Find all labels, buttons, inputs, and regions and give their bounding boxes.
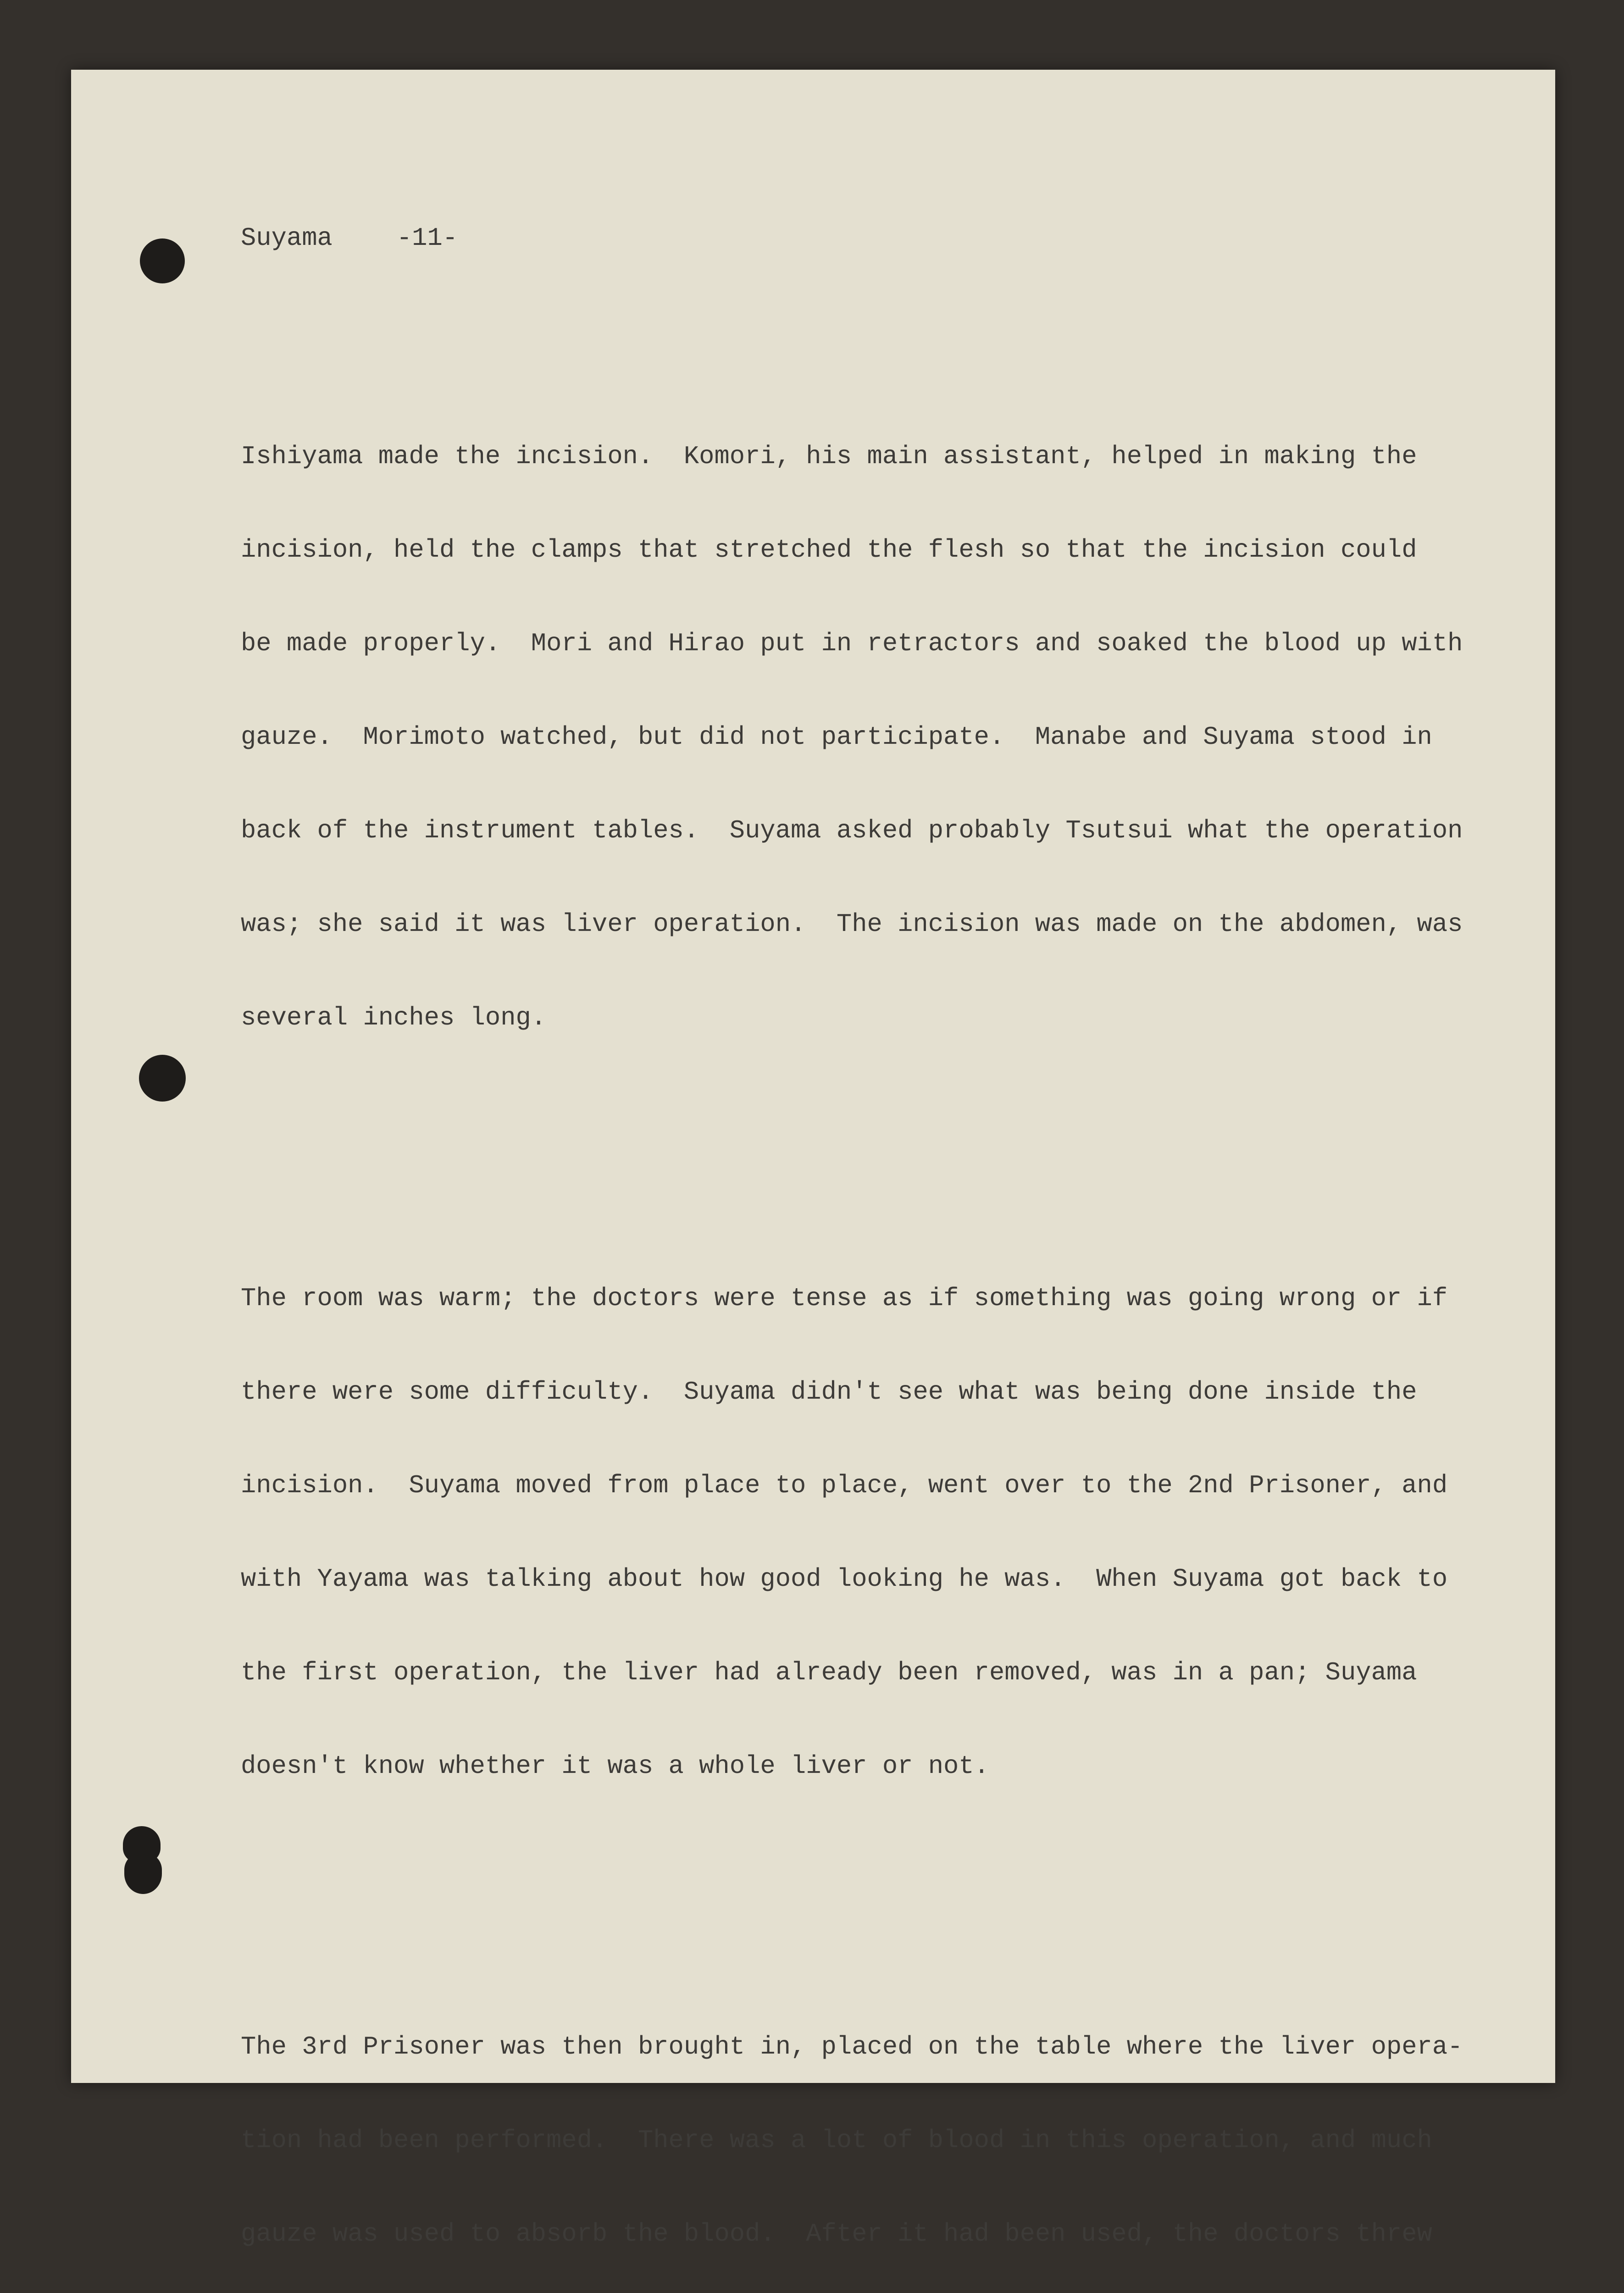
text-line: back of the instrument tables. Suyama asked probably Tsutsui what the operation [241, 816, 1463, 845]
paragraph [241, 1221, 1534, 1844]
text-line: there were some difficulty. Suyama didn't see what was being done inside the [241, 1378, 1417, 1407]
text-line: gauze. Morimoto watched, but did not participate. Manabe and Suyama stood in [241, 723, 1432, 752]
punch-hole [140, 238, 185, 283]
text-line: incision, held the clamps that stretched the flesh so that the incision could [241, 536, 1417, 565]
paragraph [241, 379, 1534, 1096]
text-line: with Yayama was talking about how good looking he was. When Suyama got back to [241, 1565, 1448, 1594]
document-page [71, 70, 1555, 2249]
text-line: gauze was used to absorb the blood. After it had been used, the doctors threw [241, 2220, 1432, 2249]
text-line: doesn't know whether it was a whole liver or not. [241, 1752, 989, 1781]
text-line: Ishiyama made the incision. Komori, his main assistant, helped in making the [241, 442, 1417, 471]
text-line: The 3rd Prisoner was then brought in, placed on the table where the liver opera- [241, 2033, 1463, 2061]
typed-text-body [241, 161, 1534, 2293]
text-line: The room was warm; the doctors were tense as if something was going wrong or if [241, 1284, 1448, 1313]
page-header [241, 223, 1534, 254]
punch-hole [124, 1854, 162, 1894]
text-line: tion had been performed. There was a lot of blood in this operation, and much [241, 2126, 1432, 2155]
text-line: be made properly. Mori and Hirao put in retractors and soaked the blood up with [241, 629, 1463, 658]
page-number: -11- [396, 224, 458, 253]
text-line: incision. Suyama moved from place to place, went over to the 2nd Prisoner, and [241, 1471, 1448, 1500]
header-name: Suyama [241, 224, 333, 253]
punch-hole [139, 1055, 186, 1102]
text-line: was; she said it was liver operation. The incision was made on the abdomen, was [241, 910, 1463, 939]
text-line: the first operation, the liver had already been removed, was in a pan; Suyama [241, 1658, 1417, 1687]
paragraph [241, 1969, 1534, 2293]
text-line: several inches long. [241, 1003, 547, 1032]
